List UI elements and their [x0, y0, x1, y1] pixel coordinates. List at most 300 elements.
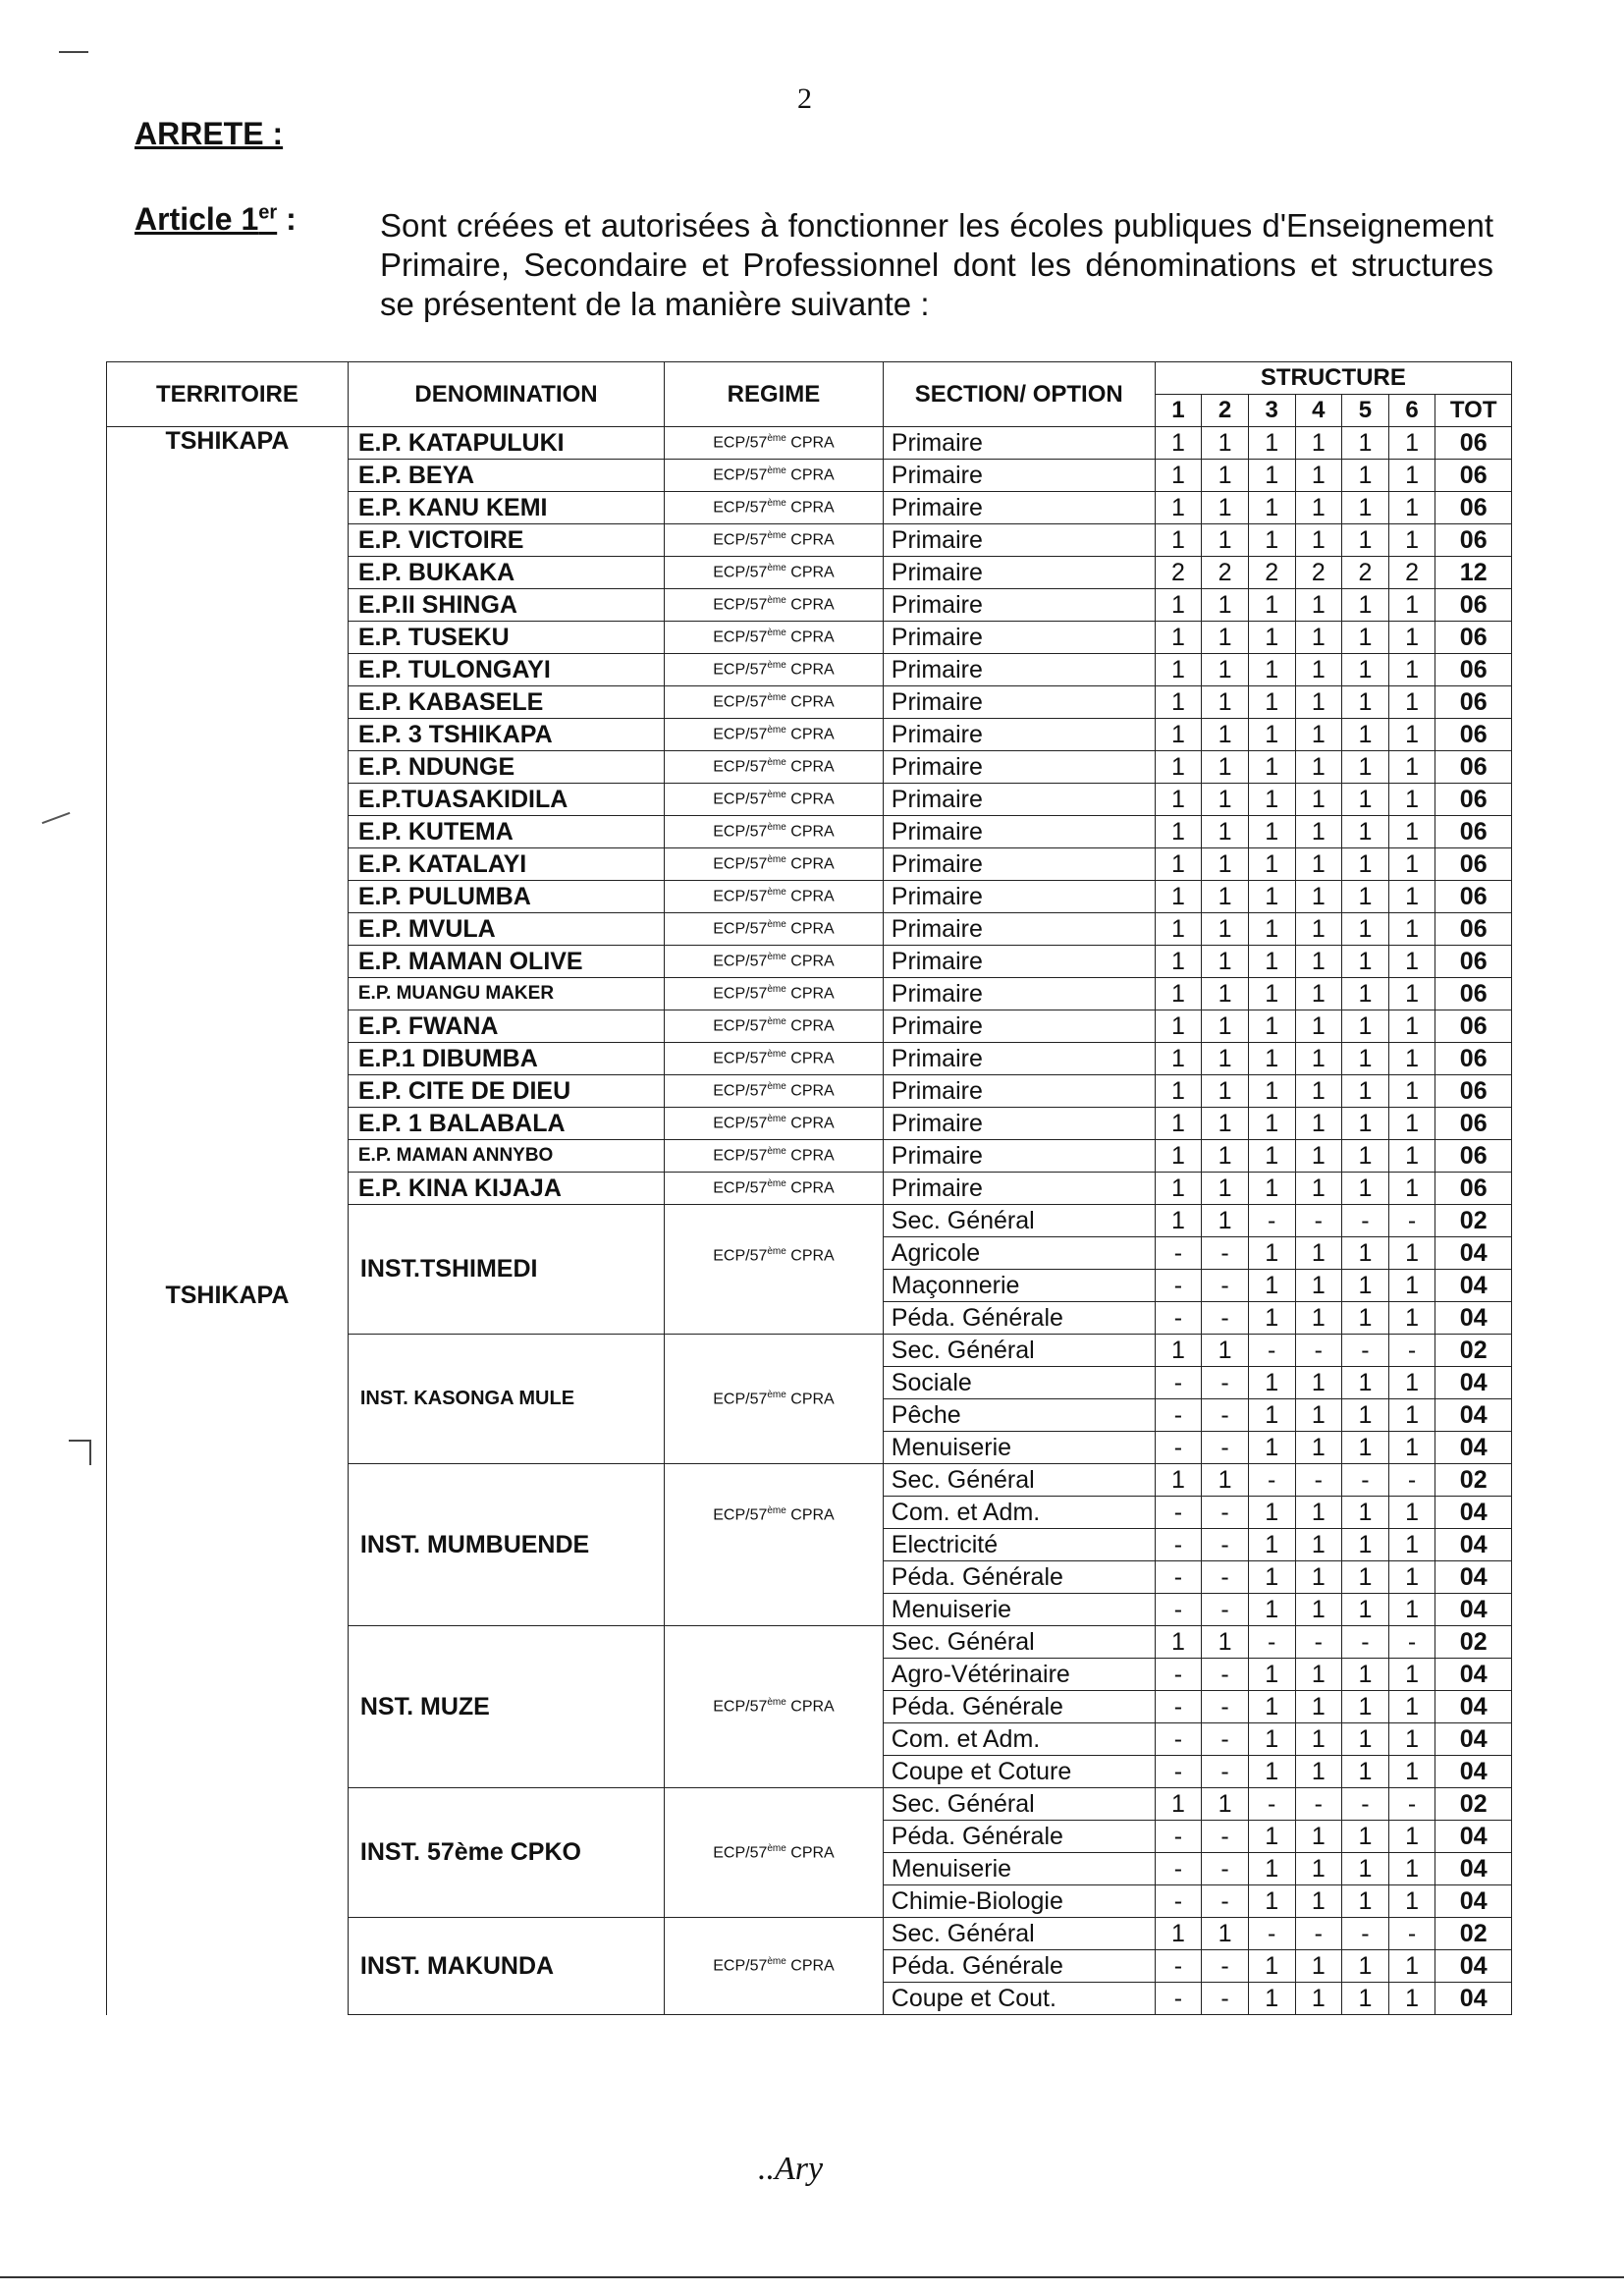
structure-cell: 1	[1342, 1399, 1389, 1432]
regime-sup: ème	[767, 628, 786, 639]
structure-cell: 1	[1295, 460, 1342, 492]
structure-cell: 1	[1202, 1464, 1249, 1497]
school-name: E.P. FWANA	[348, 1010, 664, 1043]
structure-cell: 1	[1248, 1983, 1295, 2015]
section-cell: Primaire	[883, 946, 1155, 978]
section-cell: Sec. Général	[883, 1788, 1155, 1821]
structure-cell: 1	[1155, 427, 1202, 460]
territory-label: TSHIKAPA	[165, 1281, 290, 1309]
structure-cell: 1	[1295, 492, 1342, 524]
total-cell: 06	[1435, 686, 1512, 719]
section-cell: Maçonnerie	[883, 1270, 1155, 1302]
structure-cell: 1	[1295, 751, 1342, 784]
structure-cell: 1	[1342, 1302, 1389, 1335]
structure-cell: -	[1202, 1853, 1249, 1885]
structure-cell: 1	[1248, 946, 1295, 978]
structure-cell: 1	[1295, 848, 1342, 881]
regime-sup: ème	[767, 692, 786, 704]
schools-table	[106, 361, 1512, 2015]
total-cell: 06	[1435, 460, 1512, 492]
regime-sup: ème	[767, 563, 786, 574]
structure-cell: 1	[1155, 1173, 1202, 1205]
structure-cell: 1	[1248, 1173, 1295, 1205]
structure-cell: 1	[1248, 427, 1295, 460]
regime-prefix: ECP/57	[713, 726, 768, 743]
total-cell: 04	[1435, 1367, 1512, 1399]
structure-cell: 1	[1388, 654, 1435, 686]
structure-cell: 1	[1388, 1594, 1435, 1626]
structure-cell: 1	[1202, 1108, 1249, 1140]
structure-cell: 1	[1202, 978, 1249, 1010]
regime-suffix: CPRA	[785, 1147, 835, 1165]
structure-cell: 1	[1202, 622, 1249, 654]
school-name: E.P. NDUNGE	[348, 751, 664, 784]
regime-prefix: ECP/57	[713, 1506, 768, 1524]
regime-sup: ème	[767, 1114, 786, 1125]
structure-cell: 1	[1295, 816, 1342, 848]
regime-cell	[665, 1205, 884, 1335]
structure-cell: 1	[1248, 1075, 1295, 1108]
table-row	[107, 1205, 1512, 1237]
school-name: E.P. 3 TSHIKAPA	[348, 719, 664, 751]
structure-cell: 1	[1295, 1950, 1342, 1983]
section-cell: Primaire	[883, 622, 1155, 654]
school-name: E.P. KABASELE	[348, 686, 664, 719]
structure-cell: 1	[1248, 978, 1295, 1010]
section-cell: Com. et Adm.	[883, 1723, 1155, 1756]
structure-cell: 1	[1342, 784, 1389, 816]
regime-cell	[665, 1626, 884, 1788]
regime-cell	[665, 1075, 884, 1108]
structure-cell: 1	[1342, 1561, 1389, 1594]
school-name: E.P. MAMAN OLIVE	[348, 946, 664, 978]
structure-cell: -	[1295, 1205, 1342, 1237]
total-cell: 04	[1435, 1756, 1512, 1788]
school-name: E.P. CITE DE DIEU	[348, 1075, 664, 1108]
structure-cell: 1	[1295, 1075, 1342, 1108]
structure-cell: 1	[1342, 654, 1389, 686]
section-cell: Primaire	[883, 1173, 1155, 1205]
structure-cell: 1	[1202, 686, 1249, 719]
regime-prefix: ECP/57	[713, 628, 768, 646]
structure-cell: -	[1295, 1464, 1342, 1497]
regime-sup: ème	[767, 887, 786, 899]
regime-cell	[665, 816, 884, 848]
regime-sup: ème	[767, 725, 786, 737]
total-cell: 02	[1435, 1788, 1512, 1821]
regime-prefix: ECP/57	[713, 985, 768, 1003]
section-cell: Primaire	[883, 719, 1155, 751]
structure-cell: 1	[1388, 1691, 1435, 1723]
structure-cell: 1	[1248, 1529, 1295, 1561]
territory-cell	[107, 1205, 349, 2015]
regime-cell	[665, 1918, 884, 2015]
structure-cell: 1	[1342, 751, 1389, 784]
structure-cell: 1	[1388, 1173, 1435, 1205]
structure-cell: -	[1155, 1594, 1202, 1626]
section-cell: Primaire	[883, 784, 1155, 816]
total-cell: 04	[1435, 1399, 1512, 1432]
structure-cell: 1	[1388, 460, 1435, 492]
structure-cell: -	[1155, 1821, 1202, 1853]
school-name: E.P. BUKAKA	[348, 557, 664, 589]
structure-cell: 1	[1342, 1270, 1389, 1302]
structure-cell: 1	[1155, 1335, 1202, 1367]
total-cell: 04	[1435, 1594, 1512, 1626]
structure-cell: 1	[1388, 1075, 1435, 1108]
regime-prefix: ECP/57	[713, 1391, 768, 1408]
structure-cell: 1	[1295, 1173, 1342, 1205]
structure-cell: 1	[1295, 1529, 1342, 1561]
regime-cell	[665, 622, 884, 654]
structure-cell: 1	[1295, 427, 1342, 460]
total-cell: 04	[1435, 1561, 1512, 1594]
structure-cell: 1	[1202, 1075, 1249, 1108]
structure-cell: 1	[1295, 1691, 1342, 1723]
structure-cell: 1	[1295, 719, 1342, 751]
section-cell: Sec. Général	[883, 1205, 1155, 1237]
regime-sup: ème	[767, 1146, 786, 1158]
total-cell: 04	[1435, 1237, 1512, 1270]
section-cell: Péda. Générale	[883, 1691, 1155, 1723]
section-cell: Primaire	[883, 913, 1155, 946]
structure-cell: 1	[1248, 1140, 1295, 1173]
regime-suffix: CPRA	[785, 888, 835, 905]
structure-cell: 1	[1388, 1561, 1435, 1594]
structure-cell: 1	[1342, 1659, 1389, 1691]
structure-cell: 1	[1342, 1723, 1389, 1756]
regime-prefix: ECP/57	[713, 564, 768, 581]
total-cell: 04	[1435, 1853, 1512, 1885]
structure-cell: 1	[1155, 589, 1202, 622]
structure-cell: -	[1342, 1205, 1389, 1237]
structure-cell: 1	[1248, 1237, 1295, 1270]
article-title-colon: :	[286, 201, 297, 237]
structure-cell: 1	[1295, 524, 1342, 557]
regime-sup: ème	[767, 433, 786, 445]
structure-cell: 1	[1295, 1302, 1342, 1335]
structure-cell: 2	[1388, 557, 1435, 589]
structure-cell: -	[1202, 1529, 1249, 1561]
territory-cell: TSHIKAPA	[107, 427, 349, 1205]
structure-cell: -	[1155, 1691, 1202, 1723]
structure-cell: 1	[1248, 589, 1295, 622]
section-cell: Péda. Générale	[883, 1821, 1155, 1853]
structure-cell: -	[1155, 1983, 1202, 2015]
total-cell: 06	[1435, 816, 1512, 848]
structure-cell: 1	[1155, 946, 1202, 978]
structure-cell: 1	[1248, 1950, 1295, 1983]
structure-cell: -	[1155, 1302, 1202, 1335]
structure-cell: -	[1202, 1302, 1249, 1335]
structure-cell: 1	[1342, 1885, 1389, 1918]
structure-cell: -	[1202, 1950, 1249, 1983]
header-col-6: 6	[1388, 395, 1435, 427]
structure-cell: 1	[1202, 654, 1249, 686]
structure-cell: 1	[1388, 848, 1435, 881]
regime-suffix: CPRA	[785, 823, 835, 841]
regime-cell	[665, 654, 884, 686]
regime-cell	[665, 427, 884, 460]
structure-cell: -	[1248, 1788, 1295, 1821]
regime-sup: ème	[767, 790, 786, 801]
structure-cell: 1	[1155, 848, 1202, 881]
structure-cell: 1	[1248, 654, 1295, 686]
structure-cell: 1	[1155, 460, 1202, 492]
structure-cell: 1	[1155, 1075, 1202, 1108]
structure-cell: -	[1202, 1756, 1249, 1788]
structure-cell: -	[1202, 1561, 1249, 1594]
section-cell: Primaire	[883, 848, 1155, 881]
structure-cell: 1	[1388, 1821, 1435, 1853]
section-cell: Agro-Vétérinaire	[883, 1659, 1155, 1691]
total-cell: 06	[1435, 589, 1512, 622]
regime-cell	[665, 946, 884, 978]
section-cell: Com. et Adm.	[883, 1497, 1155, 1529]
structure-cell: 1	[1388, 1853, 1435, 1885]
structure-cell: -	[1202, 1821, 1249, 1853]
structure-cell: -	[1202, 1399, 1249, 1432]
structure-cell: -	[1155, 1270, 1202, 1302]
structure-cell: 1	[1248, 1756, 1295, 1788]
regime-suffix: CPRA	[785, 693, 835, 711]
structure-cell: 1	[1342, 1756, 1389, 1788]
structure-cell: -	[1342, 1464, 1389, 1497]
structure-cell: 1	[1388, 524, 1435, 557]
total-cell: 04	[1435, 1497, 1512, 1529]
regime-suffix: CPRA	[785, 1698, 835, 1716]
structure-cell: 1	[1202, 881, 1249, 913]
structure-cell: -	[1295, 1626, 1342, 1659]
regime-prefix: ECP/57	[713, 1017, 768, 1035]
structure-cell: 1	[1248, 1659, 1295, 1691]
structure-cell: 1	[1388, 978, 1435, 1010]
structure-cell: 1	[1388, 589, 1435, 622]
header-regime: REGIME	[665, 362, 884, 427]
regime-sup: ème	[767, 1697, 786, 1709]
structure-cell: 1	[1388, 1367, 1435, 1399]
structure-cell: -	[1155, 1756, 1202, 1788]
structure-cell: 1	[1295, 1885, 1342, 1918]
regime-prefix: ECP/57	[713, 596, 768, 614]
institute-name: INST. KASONGA MULE	[348, 1335, 664, 1464]
regime-cell	[665, 881, 884, 913]
header-col-3: 3	[1248, 395, 1295, 427]
structure-cell: 1	[1295, 881, 1342, 913]
regime-sup: ème	[767, 1842, 786, 1854]
structure-cell: 1	[1342, 1432, 1389, 1464]
structure-cell: 1	[1295, 1659, 1342, 1691]
structure-cell: 1	[1342, 622, 1389, 654]
structure-cell: 1	[1388, 913, 1435, 946]
structure-cell: 1	[1295, 1043, 1342, 1075]
structure-cell: 1	[1388, 1723, 1435, 1756]
structure-cell: 1	[1155, 686, 1202, 719]
header-col-tot: TOT	[1435, 395, 1512, 427]
structure-cell: 1	[1202, 1173, 1249, 1205]
regime-prefix: ECP/57	[713, 661, 768, 679]
structure-cell: 1	[1155, 1010, 1202, 1043]
structure-cell: 1	[1388, 622, 1435, 654]
structure-cell: 1	[1295, 1140, 1342, 1173]
structure-cell: 1	[1342, 1821, 1389, 1853]
regime-suffix: CPRA	[785, 1957, 835, 1975]
structure-cell: 1	[1388, 427, 1435, 460]
regime-sup: ème	[767, 984, 786, 996]
structure-cell: 1	[1202, 1205, 1249, 1237]
structure-cell: -	[1202, 1594, 1249, 1626]
total-cell: 06	[1435, 848, 1512, 881]
section-cell: Primaire	[883, 589, 1155, 622]
structure-cell: 1	[1342, 1173, 1389, 1205]
total-cell: 02	[1435, 1626, 1512, 1659]
structure-cell: 2	[1155, 557, 1202, 589]
structure-cell: 1	[1202, 816, 1249, 848]
header-structure: STRUCTURE	[1155, 362, 1511, 395]
structure-cell: 1	[1248, 1043, 1295, 1075]
article-title-text: Article 1	[135, 201, 259, 237]
structure-cell: -	[1155, 1723, 1202, 1756]
school-name: E.P.II SHINGA	[348, 589, 664, 622]
scan-mark-top	[59, 51, 88, 53]
structure-cell: 1	[1202, 589, 1249, 622]
regime-prefix: ECP/57	[713, 823, 768, 841]
structure-cell: 1	[1295, 913, 1342, 946]
structure-cell: 1	[1248, 848, 1295, 881]
structure-cell: 1	[1342, 1950, 1389, 1983]
structure-cell: -	[1155, 1432, 1202, 1464]
structure-cell: 1	[1155, 913, 1202, 946]
structure-cell: 1	[1202, 1788, 1249, 1821]
structure-cell: 1	[1248, 816, 1295, 848]
structure-cell: 1	[1388, 1659, 1435, 1691]
structure-cell: 1	[1342, 1010, 1389, 1043]
structure-cell: 1	[1295, 686, 1342, 719]
structure-cell: 1	[1295, 1561, 1342, 1594]
total-cell: 02	[1435, 1464, 1512, 1497]
regime-suffix: CPRA	[785, 1082, 835, 1100]
structure-cell: -	[1202, 1885, 1249, 1918]
regime-prefix: ECP/57	[713, 1082, 768, 1100]
total-cell: 04	[1435, 1432, 1512, 1464]
margin-mark-left	[42, 812, 71, 824]
structure-cell: 1	[1342, 427, 1389, 460]
structure-cell: -	[1202, 1497, 1249, 1529]
structure-cell: 1	[1155, 1918, 1202, 1950]
section-cell: Sec. Général	[883, 1335, 1155, 1367]
regime-suffix: CPRA	[785, 920, 835, 938]
school-name: E.P. MVULA	[348, 913, 664, 946]
structure-cell: 1	[1342, 1043, 1389, 1075]
total-cell: 12	[1435, 557, 1512, 589]
regime-suffix: CPRA	[785, 791, 835, 808]
regime-sup: ème	[767, 1178, 786, 1190]
structure-cell: 1	[1388, 1399, 1435, 1432]
total-cell: 06	[1435, 751, 1512, 784]
regime-cell	[665, 524, 884, 557]
structure-cell: -	[1295, 1788, 1342, 1821]
structure-cell: -	[1202, 1367, 1249, 1399]
structure-cell: 1	[1155, 622, 1202, 654]
structure-cell: 1	[1388, 1270, 1435, 1302]
structure-cell: 1	[1248, 1821, 1295, 1853]
school-name: E.P. KANU KEMI	[348, 492, 664, 524]
structure-cell: 1	[1155, 751, 1202, 784]
structure-cell: 1	[1342, 1140, 1389, 1173]
total-cell: 06	[1435, 881, 1512, 913]
margin-mark-left-3	[89, 1440, 91, 1465]
structure-cell: 1	[1295, 589, 1342, 622]
structure-cell: 1	[1248, 622, 1295, 654]
structure-cell: -	[1248, 1335, 1295, 1367]
structure-cell: 1	[1202, 1043, 1249, 1075]
structure-cell: 1	[1295, 1723, 1342, 1756]
structure-cell: 1	[1342, 978, 1389, 1010]
structure-cell: 1	[1202, 946, 1249, 978]
structure-cell: 1	[1342, 460, 1389, 492]
section-cell: Primaire	[883, 1140, 1155, 1173]
section-cell: Primaire	[883, 816, 1155, 848]
total-cell: 06	[1435, 654, 1512, 686]
decree-heading: ARRETE :	[135, 116, 284, 151]
structure-cell: 1	[1248, 1270, 1295, 1302]
regime-cell	[665, 784, 884, 816]
regime-suffix: CPRA	[785, 564, 835, 581]
structure-cell: 1	[1248, 751, 1295, 784]
regime-suffix: CPRA	[785, 531, 835, 549]
regime-prefix: ECP/57	[713, 531, 768, 549]
structure-cell: 1	[1155, 492, 1202, 524]
total-cell: 04	[1435, 1270, 1512, 1302]
structure-cell: 1	[1202, 524, 1249, 557]
structure-cell: 1	[1202, 719, 1249, 751]
structure-cell: 1	[1388, 1302, 1435, 1335]
regime-suffix: CPRA	[785, 726, 835, 743]
structure-cell: 1	[1248, 1302, 1295, 1335]
structure-cell: -	[1155, 1950, 1202, 1983]
table-header	[107, 362, 1512, 427]
regime-sup: ème	[767, 465, 786, 477]
structure-cell: 1	[1388, 1983, 1435, 2015]
regime-prefix: ECP/57	[713, 1179, 768, 1197]
structure-cell: 1	[1248, 1885, 1295, 1918]
page-number: 2	[797, 82, 812, 115]
structure-cell: 2	[1342, 557, 1389, 589]
structure-cell: 1	[1248, 1108, 1295, 1140]
structure-cell: -	[1155, 1885, 1202, 1918]
structure-cell: 1	[1295, 1821, 1342, 1853]
structure-cell: 1	[1388, 1043, 1435, 1075]
total-cell: 06	[1435, 1010, 1512, 1043]
regime-cell	[665, 1043, 884, 1075]
school-name: E.P.1 DIBUMBA	[348, 1043, 664, 1075]
section-cell: Menuiserie	[883, 1594, 1155, 1626]
regime-sup: ème	[767, 1956, 786, 1968]
institute-name: INST.TSHIMEDI	[348, 1205, 664, 1335]
structure-cell: 1	[1295, 1237, 1342, 1270]
section-cell: Sec. Général	[883, 1918, 1155, 1950]
structure-cell: 1	[1248, 492, 1295, 524]
structure-cell: 1	[1295, 1108, 1342, 1140]
total-cell: 06	[1435, 427, 1512, 460]
total-cell: 04	[1435, 1885, 1512, 1918]
structure-cell: -	[1388, 1626, 1435, 1659]
structure-cell: 1	[1388, 1140, 1435, 1173]
structure-cell: 1	[1342, 1594, 1389, 1626]
structure-cell: 1	[1202, 460, 1249, 492]
regime-sup: ème	[767, 595, 786, 607]
regime-prefix: ECP/57	[713, 466, 768, 484]
